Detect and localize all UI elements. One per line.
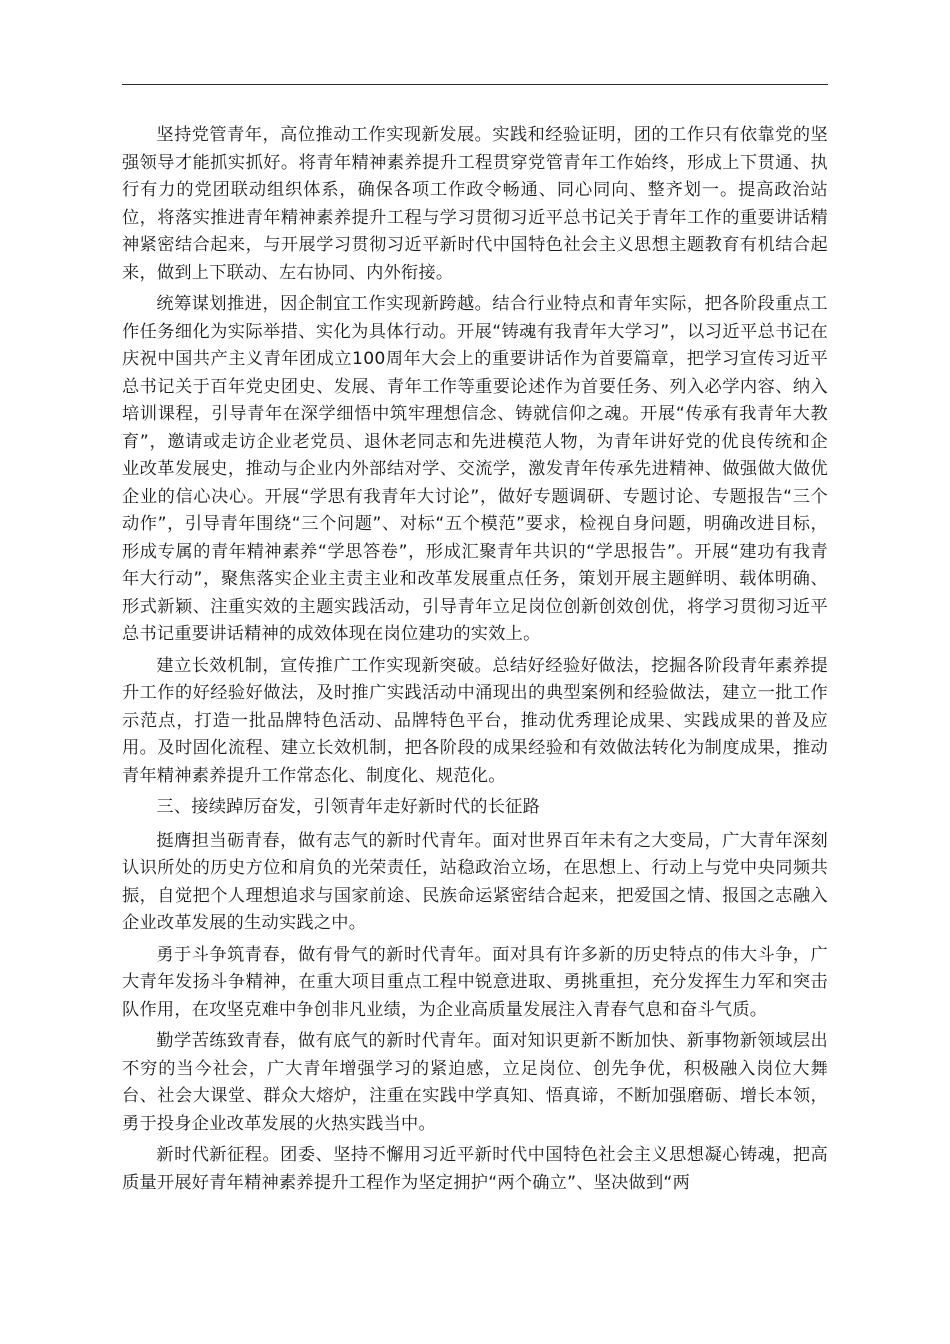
paragraph-long-term-mechanism: 建立长效机制，宣传推广工作实现新突破。总结好经验好做法，挖掘各阶段青年素养提升工作的好经验好做法，及时推广实践活动中涌现出的典型案例和经验做法，建立一批工作示范点，打造一批品牌特色活动、品牌特色平台，推动优秀理论成果、实践成果的普及应用。及时固化流程、建立长效机制，把各阶段的成果经验和有效做法转化为制度成果，推动青年精神素养提升工作常态化、制度化、规范化。: [122, 655, 828, 786]
header-rule: [122, 84, 828, 85]
paragraph-ambition: 挺膺担当砺青春，做有志气的新时代青年。面对世界百年未有之大变局，广大青年深刻认识所处的历史方位和肩负的光荣责任，站稳政治立场，在思想上、行动上与党中央同频共振，自觉把个人理想追求与国家前途、民族命运紧密结合起来，把爱国之情、报国之志融入企业改革发展的生动实践之中。: [122, 830, 828, 933]
paragraph-new-journey: 新时代新征程。团委、坚持不懈用习近平新时代中国特色社会主义思想凝心铸魂，把高质量开展好青年精神素养提升工程作为坚定拥护“两个确立”、坚决做到“两: [122, 1145, 828, 1193]
paragraph-confidence: 勤学苦练致青春，做有底气的新时代青年。面对知识更新不断加快、新事物新领域层出不穷的当今社会，广大青年增强学习的紧迫感，立足岗位、创先争优，积极融入岗位大舞台、社会大课堂、群众大熔炉，注重在实践中学真知、悟真谛，不断加强磨砺、增长本领，勇于投身企业改革发展的火热实践当中。: [122, 1031, 828, 1134]
paragraph-backbone: 勇于斗争筑青春，做有骨气的新时代青年。面对具有许多新的历史特点的伟大斗争，广大青年发扬斗争精神，在重大项目重点工程中锐意进取、勇挑重担，充分发挥生力军和突击队作用，在攻坚克难中争创非凡业绩，为企业高质量发展注入青春气息和奋斗气质。: [122, 944, 828, 1020]
document-body: [122, 122, 828, 1201]
paragraph-party-leadership: 坚持党管青年，高位推动工作实现新发展。实践和经验证明，团的工作只有依靠党的坚强领导才能抓实抓好。将青年精神素养提升工程贯穿党管青年工作始终，形成上下贯通、执行有力的党团联动组织体系，确保各项工作政令畅通、同心同向、整齐划一。提高政治站位，将落实推进青年精神素养提升工程与学习贯彻习近平总书记关于青年工作的重要讲话精神紧密结合起来，与开展学习贯彻习近平新时代中国特色社会主义思想主题教育有机结合起来，做到上下联动、左右协同、内外衔接。: [122, 125, 828, 283]
paragraph-overall-planning: 统筹谋划推进，因企制宜工作实现新跨越。结合行业特点和青年实际，把各阶段重点工作任务细化为实际举措、实化为具体行动。开展“铸魂有我青年大学习”，以习近平总书记在庆祝中国共产主义青年团成立100周年大会上的重要讲话作为首要篇章，把学习宣传习近平总书记关于百年党史团史、发展、青年工作等重要论述作为首要任务、列入必学内容、纳入培训课程，引导青年在深学细悟中筑牢理想信念、铸就信仰之魂。开展“传承有我青年大教育”，邀请或走访企业老党员、退休老同志和先进模范人物，为青年讲好党的优良传统和企业改革发展史，推动与企业内外部结对学、交流学，激发青年传承先进精神、做强做大做优企业的信心决心。开展“学思有我青年大讨论”，做好专题调研、专题讨论、专题报告“三个动作”，引导青年围绕“三个问题”、对标“五个模范”要求，检视自身问题，明确改进目标，形成专属的青年精神素养“学思答卷”，形成汇聚青年共识的“学思报告”。开展“建功有我青年大行动”，聚焦落实企业主责主业和改革发展重点任务，策划开展主题鲜明、载体明确、形式新颖、注重实效的主题实践活动，引导青年立足岗位创新创效创优，将学习贯彻习近平总书记重要讲话精神的成效体现在岗位建功的实效上。: [122, 294, 828, 644]
section-heading: 三、接续踔厉奋发，引领青年走好新时代的长征路: [156, 797, 541, 817]
